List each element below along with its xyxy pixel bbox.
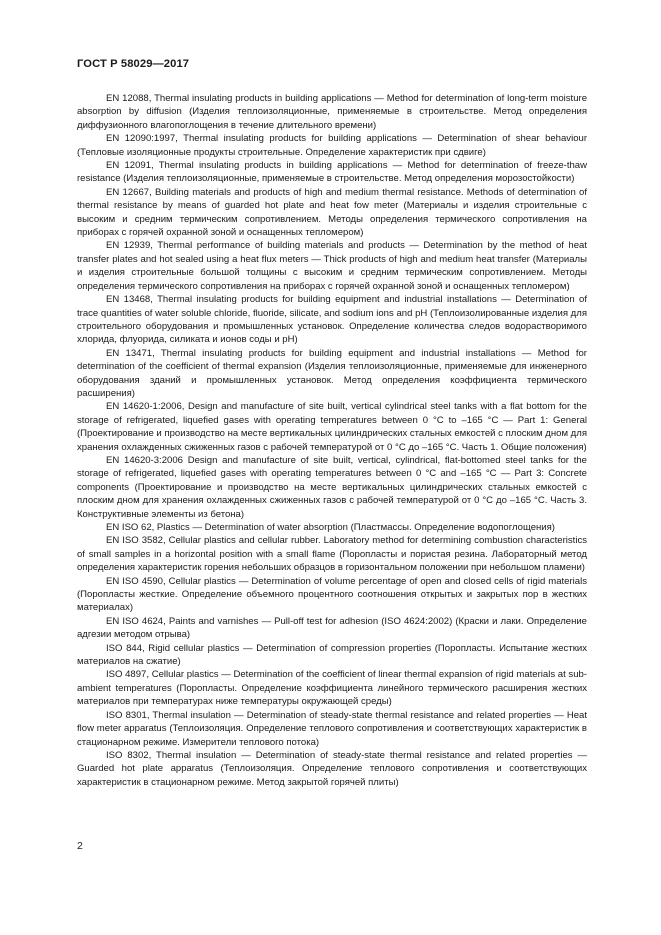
normative-references-list	[77, 92, 587, 789]
reference-iso-8302: ISO 8302, Thermal insulation — Determination of steady-state thermal resistance and related properties — Guarded hot plate apparatus (Теплоизоляция. Определение теплового сопротивления и соответствующих характеристик в стационарном режиме. Метод закрытой горячей плиты)	[77, 749, 587, 788]
reference-en-iso-4624: EN ISO 4624, Paints and varnishes — Pull-off test for adhesion (ISO 4624:2002) (Краски и лаки. Определение адгезии методом отрыва)	[77, 615, 587, 641]
reference-iso-4897: ISO 4897, Cellular plastics — Determination of the coefficient of linear thermal expansion of rigid materials at sub-ambient temperatures (Поропласты. Определение коэффициента линейного термического расширения жестких материалов при температурах ниже температуры окружающей среды)	[77, 669, 587, 708]
reference-en-12667: EN 12667, Building materials and products of high and medium thermal resistance. Methods of determination of thermal resistance by means of guarded hot plate and heat fow meter (Материалы и изделия строительные с высоким и средним термическим сопротивлением. Методы определения термического сопротивления на приборах с горячей охранной зоной и оснащенных тепломером)	[77, 186, 587, 239]
reference-en-14620-1: EN 14620-1:2006, Design and manufacture of site built, vertical cylindrical steel tanks with a flat bottom for the storage of refrigerated, liquefied gases with operating temperatures between 0 °C to –165 °C — Part 1: General (Проектирование и производство на месте вертикальных цилиндрических стальных емкостей с плоским дном для хранения охлажденных сжиженных газов с рабочей температурой от 0 °C до –165 °C. Часть 1. Общие положения)	[77, 401, 587, 453]
reference-en-13471: EN 13471, Thermal insulating products for building equipment and industrial installations — Method for determination of the coefficient of thermal expansion (Изделия теплоизоляционные, применяемые для инженерного оборудования зданий и промышленных установок. Метод определения коэффициента термического расширения)	[77, 347, 587, 399]
reference-en-12939: EN 12939, Thermal performance of building materials and products — Determination by the method of heat transfer plates and hot sealed using a heat flux meters — Thick products of high and medium heat transfer (Материалы и изделия строительные большой толщины с высоким и средним термическим сопротивлением. Методы определения термического сопротивления на приборах с горячей охранной зоной и оснащенных тепломером)	[77, 240, 587, 292]
reference-en-iso-3582: EN ISO 3582, Cellular plastics and cellular rubber. Laboratory method for determining combustion characteristics of small samples in a horizontal position with a small flame (Поропласты и пористая резина. Лабораторный метод определения характеристик горения небольших образцов в горизонтальном положении при небольшом пламени)	[77, 535, 587, 574]
document-header: ГОСТ Р 58029—2017	[77, 58, 190, 70]
reference-en-14620-3: EN 14620-3:2006 Design and manufacture of site built, vertical, cylindrical, flat-bottomed steel tanks for the storage of refrigerated, liquefied gases with operating temperatures between 0 °C and –165 °C — Part 3: Concrete components (Проектирование и производство на месте вертикальных цилиндрических стальных емкостей с плоским дном для хранения охлажденных сжиженных газов с рабочей температурой от 0 °C до –165 °C. Часть 3. Конструктивные элементы из бетона)	[77, 454, 587, 520]
reference-en-iso-4590: EN ISO 4590, Cellular plastics — Determination of volume percentage of open and closed cells of rigid materials (Поропласты жесткие. Определение объемного процентного соотношения открытых и закрытых пор в жестких материалах)	[77, 575, 587, 614]
reference-en-13468: EN 13468, Thermal insulating products for building equipment and industrial installations — Determination of trace quantities of water soluble chloride, fluoride, silicate, and sodium ions and pH (Теплоизолированные изделия для строительного оборудования и промышленных установок. Определение количества следов водорастворимого хлорида, флуорида, силиката и ионов соды и pH)	[77, 294, 587, 346]
reference-iso-8301: ISO 8301, Thermal insulation — Determination of steady-state thermal resistance and related properties — Heat flow meter apparatus (Теплоизоляция. Определение теплового сопротивления и соответствующих характеристик в стационарном режиме. Измерители теплового потока)	[77, 709, 587, 748]
page-number: 2	[77, 840, 83, 852]
reference-en-12088: EN 12088, Thermal insulating products in building applications — Method for determination of long-term moisture absorption by diffusion (Изделия теплоизоляционные, применяемые в строительстве. Метод определения диффузионного влагопоглощения в течение длительного времени)	[77, 93, 587, 131]
reference-iso-844: ISO 844, Rigid cellular plastics — Determination of compression properties (Поропласты. Испытание жестких материалов на сжатие)	[77, 642, 587, 668]
reference-en-12090: EN 12090:1997, Thermal insulating products for building applications — Determination of shear behaviour (Тепловые изоляционные продукты строительные. Определение характеристик при сдвиге)	[77, 133, 587, 158]
reference-en-12091: EN 12091, Thermal insulating products in building applications — Method for determination of freeze-thaw resistance (Изделия теплоизоляционные, применяемые в строительстве. Метод определения морозостойкости)	[77, 160, 587, 185]
reference-en-iso-62: EN ISO 62, Plastics — Determination of water absorption (Пластмассы. Определение водопоглощения)	[106, 522, 555, 533]
